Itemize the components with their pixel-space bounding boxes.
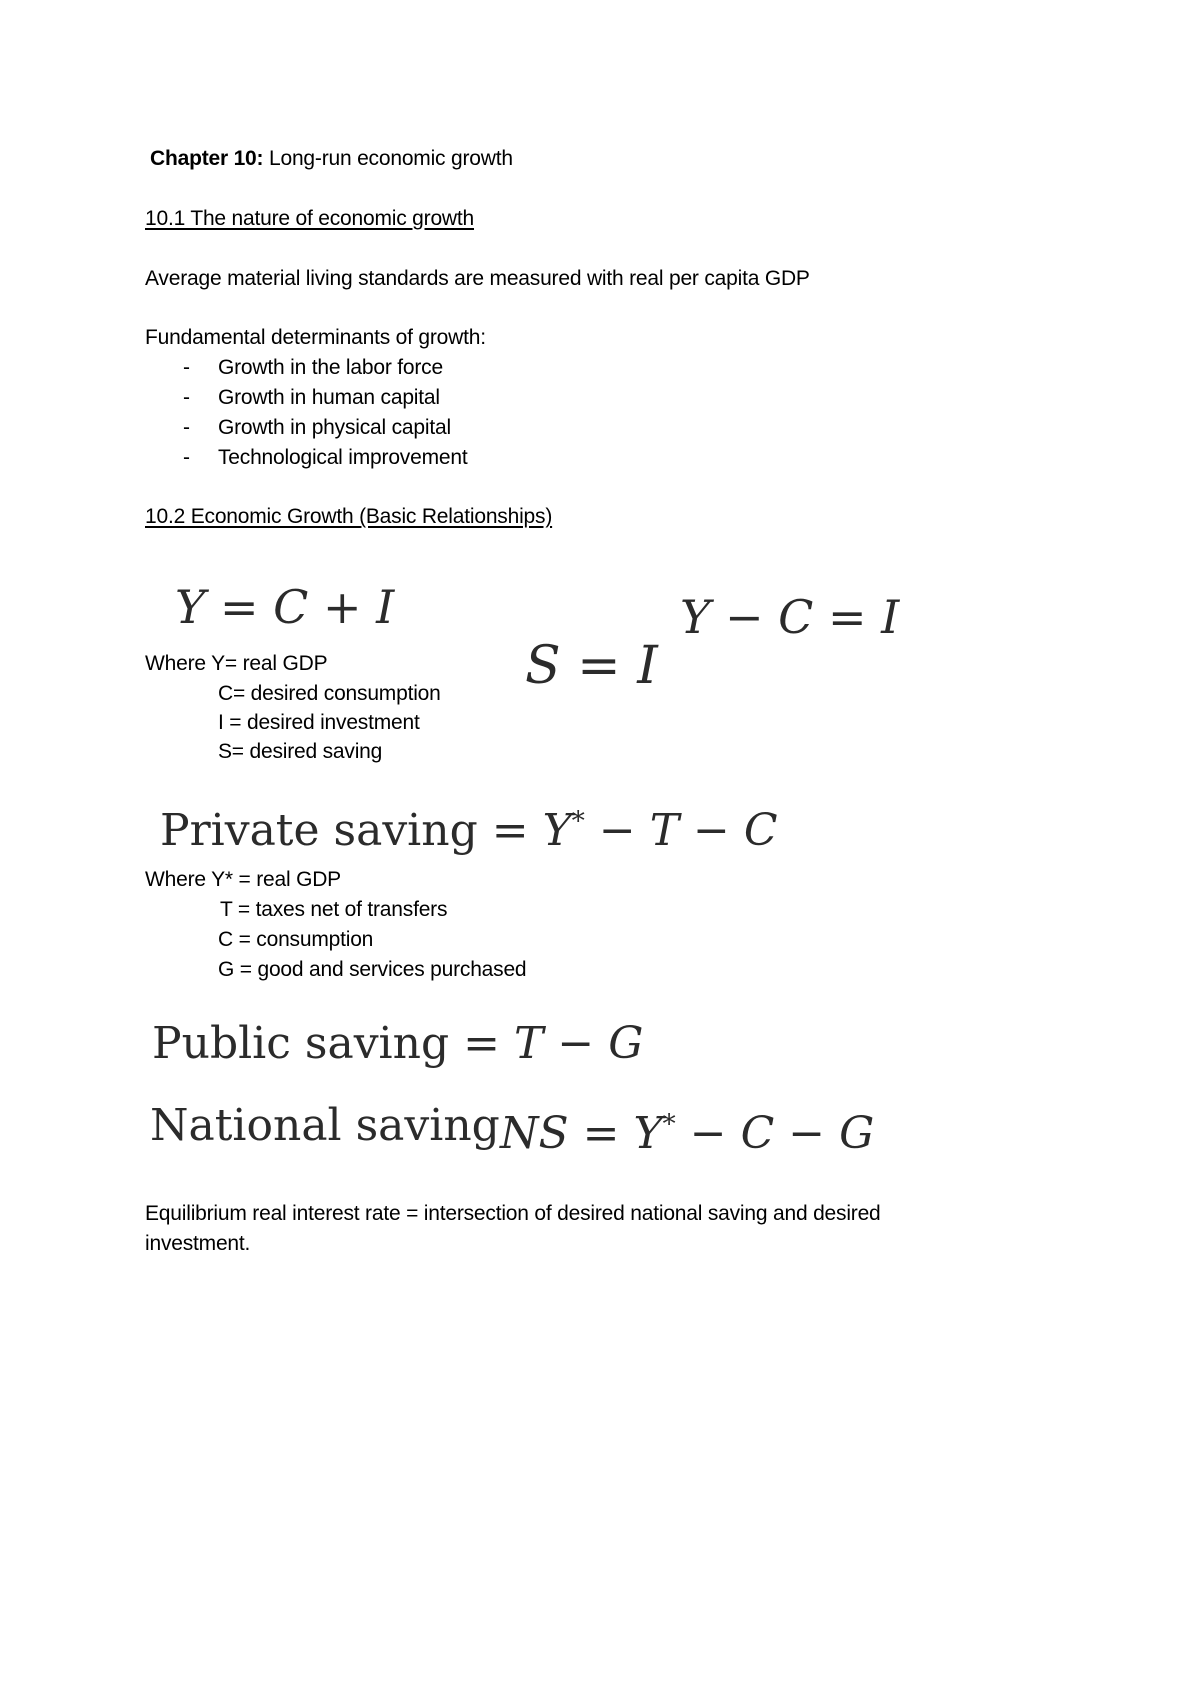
definition-item: G = good and services purchased: [218, 958, 527, 981]
living-standards-text: Average material living standards are measured with real per capita GDP: [145, 267, 810, 290]
private-saving-label: Private saving: [160, 805, 478, 856]
where-y-lead: Where Y= real GDP: [145, 652, 328, 675]
list-item: Growth in physical capital: [218, 416, 451, 439]
chapter-heading: [150, 145, 513, 173]
public-saving-label: Public saving: [152, 1018, 450, 1069]
formula-y-equals-c-plus-i: Y = C + I: [175, 580, 395, 634]
list-bullet: -: [183, 446, 190, 469]
definition-item: I = desired investment: [218, 711, 420, 734]
chapter-title: Long-run economic growth: [268, 147, 513, 170]
list-item: Growth in the labor force: [218, 356, 443, 379]
list-bullet: -: [183, 416, 190, 439]
where-ystar-lead: Where Y* = real GDP: [145, 868, 341, 891]
section-heading-10-2: 10.2 Economic Growth (Basic Relationships): [145, 505, 553, 528]
list-bullet: -: [183, 386, 190, 409]
equilibrium-text-line2: investment.: [145, 1232, 251, 1255]
formula-private-saving: Private saving = Y* − T − C: [160, 805, 778, 856]
formula-national-saving: NS = Y* − C − G: [500, 1108, 875, 1159]
equilibrium-text-line1: Equilibrium real interest rate = intersection of desired national saving and desired: [145, 1202, 881, 1225]
definition-item: T = taxes net of transfers: [220, 898, 448, 921]
list-item: Growth in human capital: [218, 386, 440, 409]
formula-s-equals-i: S = I: [525, 636, 658, 696]
formula-public-saving: Public saving = T − G: [152, 1018, 644, 1069]
list-bullet: -: [183, 356, 190, 379]
definition-item: C = consumption: [218, 928, 374, 951]
list-item: Technological improvement: [218, 446, 468, 469]
section-heading-10-1: 10.1 The nature of economic growth: [145, 207, 475, 230]
chapter-label: Chapter 10:: [150, 147, 264, 170]
definition-item: C= desired consumption: [218, 682, 441, 705]
formula-national-saving-label: National saving: [150, 1100, 500, 1151]
definition-item: S= desired saving: [218, 740, 383, 763]
determinants-intro: Fundamental determinants of growth:: [145, 326, 486, 349]
formula-y-minus-c-equals-i: Y − C = I: [680, 590, 900, 644]
